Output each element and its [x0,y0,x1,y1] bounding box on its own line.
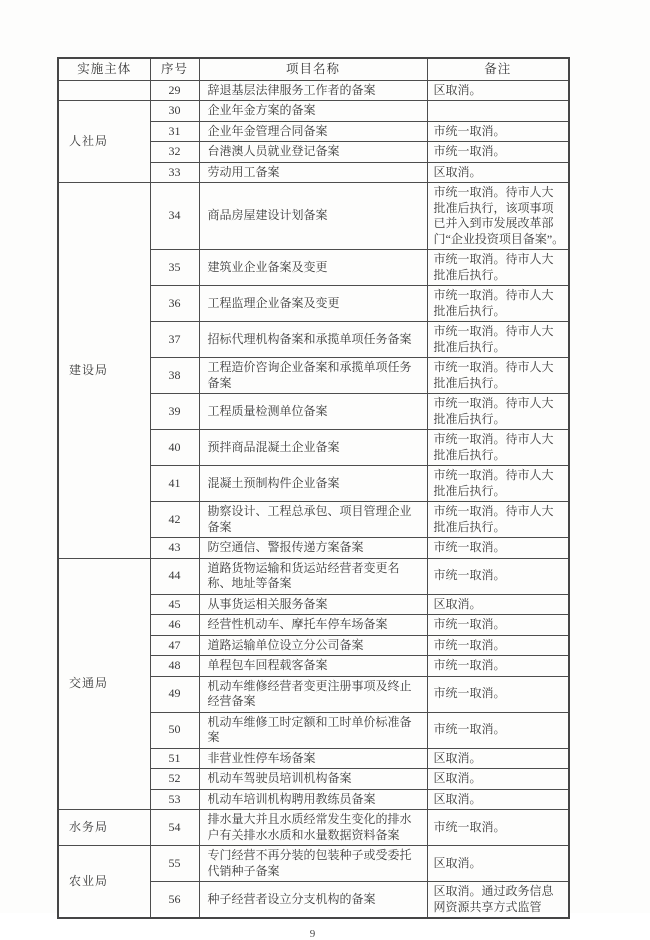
project-name-cell: 辞退基层法律服务工作者的备案 [199,80,427,101]
serial-number-cell: 42 [150,502,199,538]
project-name-cell: 机动车维修经营者变更注册事项及终止经营备案 [199,676,427,712]
table-row [58,101,569,122]
serial-number-cell: 36 [150,286,199,322]
remark-cell: 市统一取消。待市人大批准后执行，该项事项已并入到市发展改革部门“企业投资项目备案”。 [427,183,569,250]
serial-number-cell: 41 [150,466,199,502]
serial-number-cell: 31 [150,121,199,142]
table-row [58,183,569,250]
serial-number-cell: 45 [150,594,199,615]
remark-cell: 区取消。 [427,748,569,769]
remark-cell: 区取消。 [427,80,569,101]
project-name-cell: 机动车培训机构聘用教练员备案 [199,789,427,810]
header-implementing-entity: 实施主体 [58,58,150,80]
project-name-cell: 防空通信、警报传递方案备案 [199,538,427,559]
serial-number-cell: 56 [150,882,199,919]
serial-number-cell: 44 [150,558,199,594]
serial-number-cell: 43 [150,538,199,559]
project-name-cell: 预拌商品混凝土企业备案 [199,430,427,466]
project-name-cell: 混凝土预制构件企业备案 [199,466,427,502]
serial-number-cell: 29 [150,80,199,101]
serial-number-cell: 52 [150,769,199,790]
serial-number-cell: 46 [150,615,199,636]
remark-cell: 市统一取消。 [427,676,569,712]
serial-number-cell: 30 [150,101,199,122]
table-header-row [58,58,569,80]
project-name-cell: 企业年金方案的备案 [199,101,427,122]
table-row [58,846,569,882]
project-name-cell: 非营业性停车场备案 [199,748,427,769]
serial-number-cell: 47 [150,635,199,656]
remark-cell: 区取消。 [427,162,569,183]
project-name-cell: 企业年金管理合同备案 [199,121,427,142]
remark-cell: 市统一取消。 [427,142,569,163]
remark-cell: 区取消。通过政务信息网资源共享方式监管 [427,882,569,919]
serial-number-cell: 40 [150,430,199,466]
project-name-cell: 招标代理机构备案和承揽单项任务备案 [199,322,427,358]
serial-number-cell: 37 [150,322,199,358]
serial-number-cell: 32 [150,142,199,163]
project-name-cell: 勘察设计、工程总承包、项目管理企业备案 [199,502,427,538]
project-name-cell: 道路运输单位设立分公司备案 [199,635,427,656]
serial-number-cell: 38 [150,358,199,394]
project-name-cell: 劳动用工备案 [199,162,427,183]
table-row [58,810,569,846]
project-name-cell: 工程质量检测单位备案 [199,394,427,430]
serial-number-cell: 35 [150,250,199,286]
entity-cell: 人社局 [58,101,150,183]
serial-number-cell: 49 [150,676,199,712]
project-name-cell: 道路货物运输和货运站经营者变更名称、地址等备案 [199,558,427,594]
serial-number-cell: 54 [150,810,199,846]
header-serial-number: 序号 [150,58,199,80]
entity-cell [58,80,150,101]
project-name-cell: 台港澳人员就业登记备案 [199,142,427,163]
remark-cell: 市统一取消。待市人大批准后执行。 [427,466,569,502]
serial-number-cell: 34 [150,183,199,250]
serial-number-cell: 50 [150,712,199,748]
entity-cell: 建设局 [58,183,150,559]
serial-number-cell: 51 [150,748,199,769]
remark-cell: 区取消。 [427,769,569,790]
remark-cell: 市统一取消。待市人大批准后执行。 [427,394,569,430]
project-name-cell: 商品房屋建设计划备案 [199,183,427,250]
project-name-cell: 工程监理企业备案及变更 [199,286,427,322]
entity-cell: 水务局 [58,810,150,846]
serial-number-cell: 53 [150,789,199,810]
table-row [58,80,569,101]
project-name-cell: 工程造价咨询企业备案和承揽单项任务备案 [199,358,427,394]
remark-cell: 市统一取消。待市人大批准后执行。 [427,358,569,394]
remark-cell: 市统一取消。 [427,656,569,677]
project-name-cell: 单程包车回程载客备案 [199,656,427,677]
header-project-name: 项目名称 [199,58,427,80]
remark-cell: 区取消。 [427,846,569,882]
remark-cell: 市统一取消。待市人大批准后执行。 [427,502,569,538]
remark-cell: 市统一取消。 [427,712,569,748]
remark-cell: 市统一取消。待市人大批准后执行。 [427,430,569,466]
project-name-cell: 经营性机动车、摩托车停车场备案 [199,615,427,636]
project-name-cell: 种子经营者设立分支机构的备案 [199,882,427,919]
project-name-cell: 从事货运相关服务备案 [199,594,427,615]
entity-cell: 交通局 [58,558,150,810]
remark-cell: 市统一取消。 [427,615,569,636]
table-row [58,558,569,594]
remark-cell: 市统一取消。 [427,810,569,846]
project-name-cell: 机动车驾驶员培训机构备案 [199,769,427,790]
entity-cell: 农业局 [58,846,150,919]
serial-number-cell: 33 [150,162,199,183]
serial-number-cell: 55 [150,846,199,882]
header-remark: 备注 [427,58,569,80]
remark-cell: 市统一取消。 [427,121,569,142]
remark-cell: 市统一取消。 [427,558,569,594]
serial-number-cell: 48 [150,656,199,677]
remark-cell: 市统一取消。待市人大批准后执行。 [427,322,569,358]
remark-cell: 区取消。 [427,789,569,810]
remark-cell: 市统一取消。待市人大批准后执行。 [427,286,569,322]
table-body [58,80,569,918]
project-name-cell: 专门经营不再分装的包装种子或受委托代销种子备案 [199,846,427,882]
serial-number-cell: 39 [150,394,199,430]
project-name-cell: 建筑业企业备案及变更 [199,250,427,286]
approval-items-table [57,57,570,919]
remark-cell: 市统一取消。 [427,635,569,656]
remark-cell: 区取消。 [427,594,569,615]
project-name-cell: 机动车维修工时定额和工时单价标准备案 [199,712,427,748]
remark-cell: 市统一取消。待市人大批准后执行。 [427,250,569,286]
remark-cell [427,101,569,122]
project-name-cell: 排水量大并且水质经常发生变化的排水户有关排水水质和水量数据资料备案 [199,810,427,846]
remark-cell: 市统一取消。 [427,538,569,559]
page-number: 9 [309,928,316,940]
